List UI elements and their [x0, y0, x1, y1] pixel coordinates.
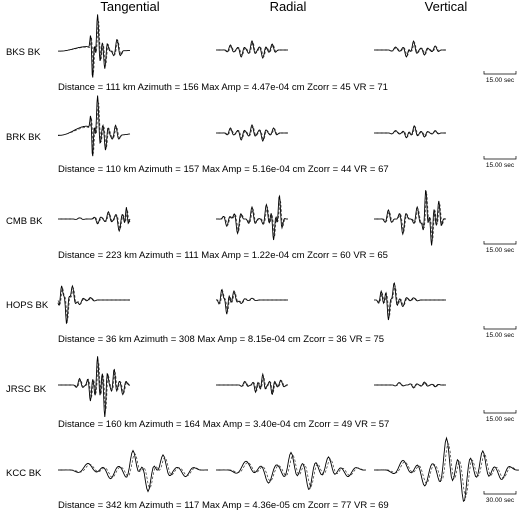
station-row-cmb-bk [6, 190, 516, 261]
station-rows [6, 14, 519, 511]
column-header-vertical: Vertical [424, 0, 468, 14]
radial-synthetic-trace [216, 291, 288, 312]
vertical-synthetic-trace [374, 43, 446, 56]
tangential-observed-trace [58, 356, 130, 417]
time-scale-bar [484, 71, 516, 74]
station-info-line: Distance = 110 km Azimuth = 157 Max Amp = 5.16e-04 cm Zcorr = 44 VR = 67 [58, 164, 389, 175]
tangential-synthetic-trace [58, 288, 130, 320]
station-row-hops-bk [6, 283, 516, 345]
time-scale-label: 15.00 sec [485, 332, 515, 339]
time-scale-bar [484, 491, 516, 494]
vertical-observed-trace [374, 438, 519, 501]
radial-synthetic-trace [216, 43, 288, 57]
station-row-kcc-bk [6, 438, 519, 511]
station-label: BKS BK [6, 47, 41, 58]
radial-synthetic-trace [216, 126, 288, 139]
time-scale-bar [484, 241, 516, 244]
tangential-synthetic-trace [58, 454, 208, 488]
station-info-line: Distance = 111 km Azimuth = 156 Max Amp = 4.47e-04 cm Zcorr = 45 VR = 71 [58, 82, 388, 93]
radial-observed-trace [216, 196, 288, 240]
tangential-observed-trace [58, 451, 208, 492]
vertical-observed-trace [374, 283, 446, 320]
radial-synthetic-trace [216, 376, 288, 393]
time-scale-bar [484, 156, 516, 159]
time-scale-label: 15.00 sec [485, 416, 515, 423]
tangential-observed-trace [58, 96, 130, 157]
column-header-tangential: Tangential [100, 0, 160, 14]
station-label: CMB BK [6, 216, 43, 227]
station-label: BRK BK [6, 132, 41, 143]
station-label: HOPS BK [6, 300, 49, 311]
time-scale-label: 15.00 sec [485, 77, 515, 84]
time-scale-label: 15.00 sec [485, 162, 515, 169]
radial-observed-trace [216, 453, 366, 490]
time-scale-bar [484, 410, 516, 413]
vertical-observed-trace [374, 190, 446, 245]
vertical-synthetic-trace [374, 127, 446, 137]
radial-observed-trace [216, 374, 288, 394]
radial-synthetic-trace [216, 199, 288, 236]
station-label: KCC BK [6, 468, 42, 479]
station-row-jrsc-bk [6, 356, 516, 430]
time-scale-label: 15.00 sec [485, 247, 515, 254]
station-info-line: Distance = 342 km Azimuth = 117 Max Amp = 4.36e-05 cm Zcorr = 77 VR = 69 [58, 500, 389, 511]
vertical-observed-trace [374, 41, 446, 57]
station-label: JRSC BK [6, 384, 47, 395]
time-scale-label: 30.00 sec [485, 497, 515, 504]
station-row-brk-bk [6, 96, 516, 176]
radial-observed-trace [216, 290, 288, 315]
time-scale-bar [484, 326, 516, 329]
station-row-bks-bk [6, 14, 516, 93]
station-info-line: Distance = 36 km Azimuth = 308 Max Amp = 8.15e-04 cm Zcorr = 36 VR = 75 [58, 334, 385, 345]
station-info-line: Distance = 223 km Azimuth = 111 Max Amp = 1.22e-04 cm Zcorr = 60 VR = 65 [58, 250, 388, 261]
tangential-synthetic-trace [58, 210, 130, 229]
column-header-radial: Radial [269, 0, 307, 14]
station-info-line: Distance = 160 km Azimuth = 164 Max Amp = 3.40e-04 cm Zcorr = 49 VR = 57 [58, 419, 390, 430]
